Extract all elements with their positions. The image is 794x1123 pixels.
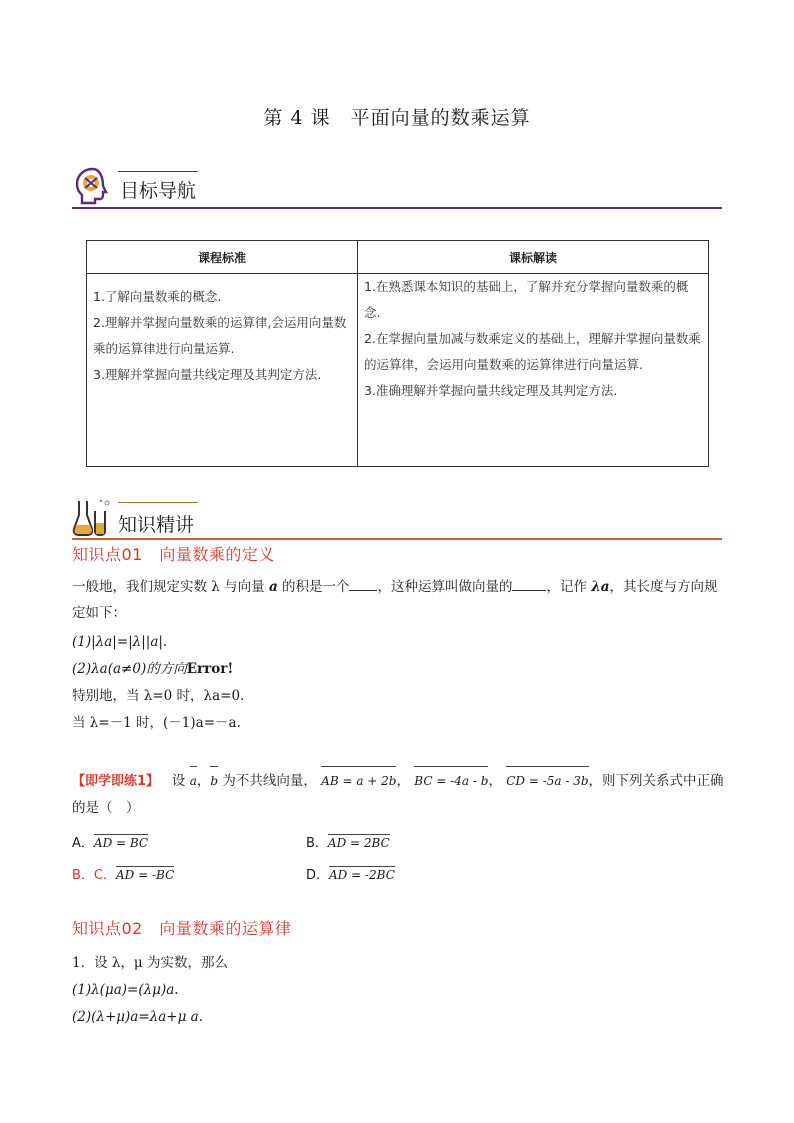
- option-expression: AD = BC: [93, 836, 149, 850]
- text: 为不共线向量，: [222, 773, 317, 789]
- equation-cd: CD = -5a - 3b: [506, 768, 588, 794]
- option-label: A．: [72, 836, 94, 851]
- text: λa: [591, 579, 610, 595]
- definition-paragraph: [72, 574, 722, 626]
- text: ，这种运算叫做向量的: [377, 579, 513, 595]
- text: (2)λa(a≠0)的方向: [72, 661, 187, 677]
- option-expression: AD = 2BC: [327, 836, 390, 850]
- option-label: D．: [306, 868, 330, 883]
- text: Error!: [186, 661, 234, 677]
- vector-b: b: [210, 768, 218, 794]
- curriculum-standards-table: [86, 240, 709, 467]
- equation-bc: BC = -4a - b: [414, 768, 488, 794]
- interpretation-item: 1.在熟悉课本知识的基础上，了解并充分掌握向量数乘的概念.: [364, 279, 689, 320]
- knowledge-point-01-title: 知识点01 向量数乘的定义: [72, 545, 275, 564]
- standard-item: 2.理解并掌握向量数乘的运算律,会运用向量数乘的运算律进行向量运算.: [93, 315, 347, 356]
- option-expression: AD = -2BC: [329, 868, 395, 882]
- option-label: B．: [306, 836, 328, 851]
- fill-blank[interactable]: [512, 576, 546, 591]
- section-title-knowledge: 知识精讲: [118, 514, 195, 536]
- text: 一般地，我们规定实数 λ 与向量: [72, 579, 269, 595]
- interpretation-item: 2.在掌握向量加减与数乘定义的基础上，理解并掌握向量数乘的运算律，会运用向量数乘的运算律进行向量运算.: [364, 331, 701, 372]
- option-expression: AD = -BC: [116, 868, 175, 882]
- rule-line: 当 λ=－1 时，(－1)a=－a.: [72, 715, 241, 731]
- table-header-standard: 课程标准: [87, 241, 358, 274]
- rule-line: (2)(λ+μ)a=λa+μ a.: [72, 1009, 203, 1025]
- text: ，: [196, 773, 211, 789]
- rule-line: (1)λ(μa)=(λμ)a.: [72, 982, 179, 998]
- brain-gear-icon: [73, 166, 113, 210]
- section-header-accent-line: [118, 502, 198, 503]
- table-header-interpretation: 课标解读: [358, 241, 709, 274]
- rule-line: 特别地，当 λ=0 时，λa=0.: [72, 688, 245, 704]
- text: 的积是一个: [277, 579, 350, 595]
- option-a[interactable]: [72, 832, 148, 851]
- equation-ab: AB = a + 2b: [321, 768, 396, 794]
- section-divider: [72, 538, 722, 540]
- section-divider: [72, 207, 722, 209]
- table-cell-standards: [87, 274, 358, 467]
- flask-icon: [71, 497, 113, 541]
- option-d[interactable]: [306, 864, 395, 883]
- text: a: [268, 579, 278, 595]
- knowledge-point-02-title: 知识点02 向量数乘的运算律: [72, 919, 292, 938]
- rule-line: [72, 656, 722, 682]
- page-title: 第 4 课 平面向量的数乘运算: [263, 107, 531, 129]
- section-header-accent-line: [118, 171, 198, 172]
- fill-blank[interactable]: [349, 576, 377, 591]
- option-label: B．C．: [72, 868, 116, 883]
- vector-a: a: [190, 768, 197, 794]
- standard-item: 1.了解向量数乘的概念.: [93, 289, 222, 304]
- text: 设: [171, 773, 186, 789]
- rule-line: 1．设 λ，μ 为实数，那么: [72, 955, 229, 971]
- rule-line: (1)|λa|=|λ||a|.: [72, 634, 168, 650]
- option-b[interactable]: [306, 832, 390, 851]
- text: ，则下列关系式中正确的是（ ）: [72, 773, 724, 816]
- standard-item: 3.理解并掌握向量共线定理及其判定方法.: [93, 367, 322, 382]
- text: ，记作: [546, 579, 592, 595]
- text: ，其长度与方向规定如下：: [72, 579, 718, 621]
- practice-question: 【即学即练1】 设 a，b 为不共线向量， AB = a + 2b， BC = -4a - b， CD = -5a - 3b，则下列关系式中正确的是（ ）: [72, 768, 732, 821]
- option-c[interactable]: [72, 864, 174, 883]
- section-title-goals: 目标导航: [120, 180, 197, 202]
- practice-tag: 【即学即练1】: [72, 774, 160, 789]
- table-cell-interpretation: [358, 274, 709, 467]
- interpretation-item: 3.准确理解并掌握向量共线定理及其判定方法.: [364, 383, 618, 398]
